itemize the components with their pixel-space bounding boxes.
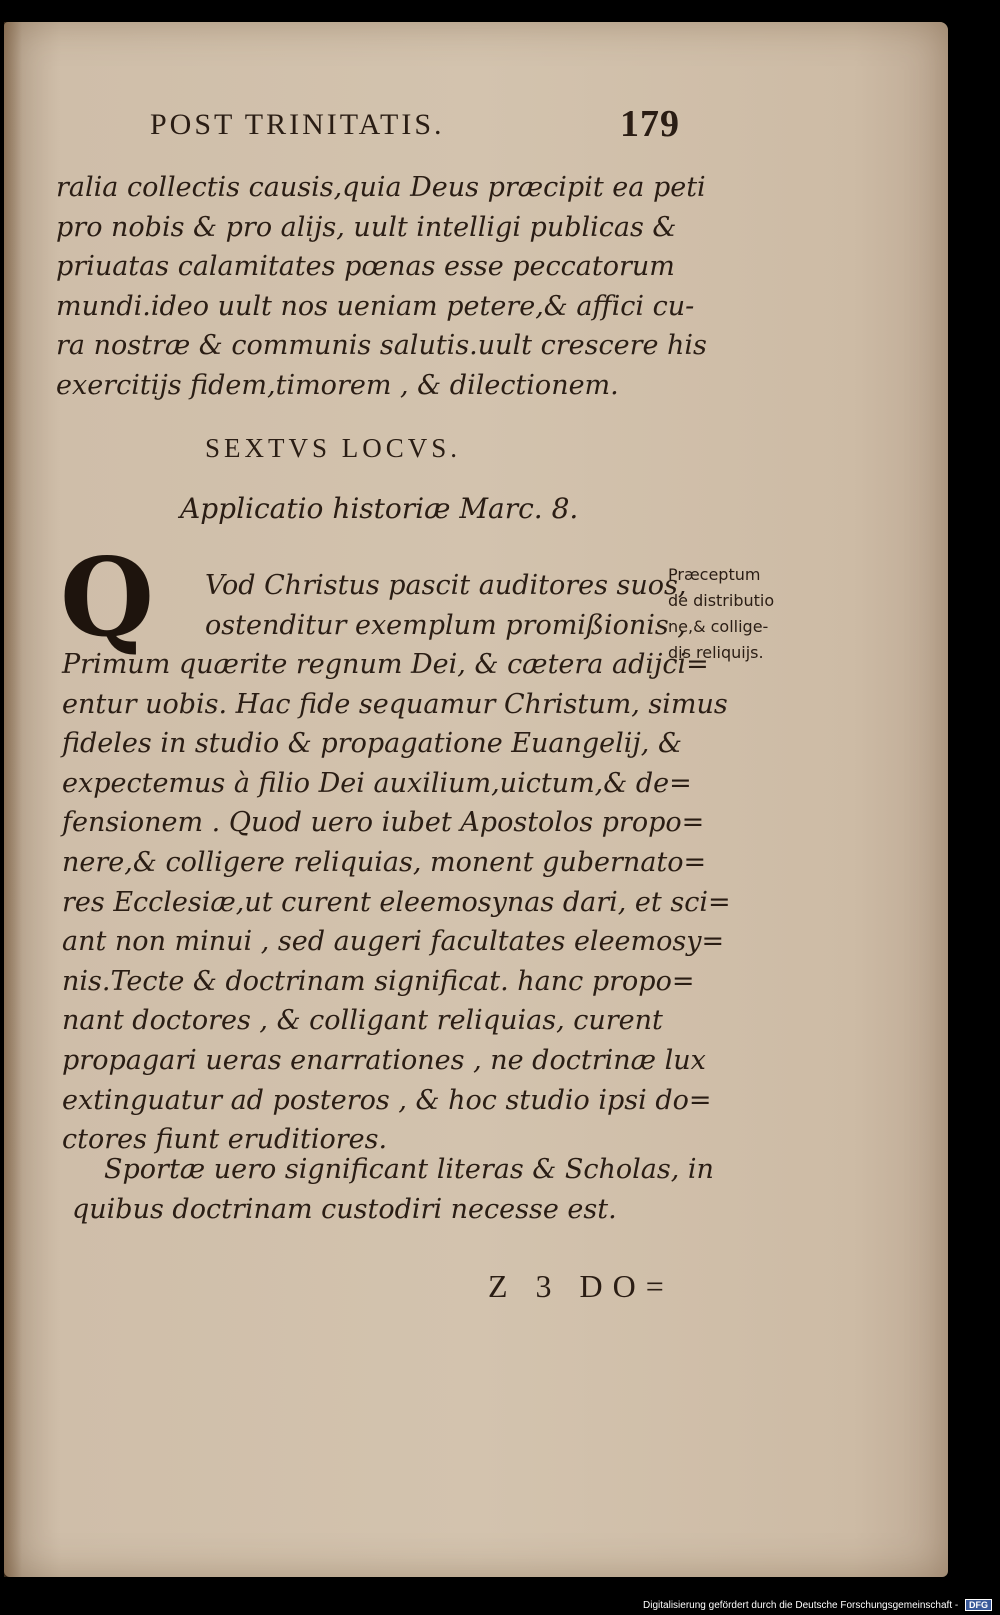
- text-line: exercitijs fidem,timorem , & dilectionem.: [56, 369, 619, 401]
- marginal-note-line: ne,& collige-: [668, 617, 769, 636]
- marginal-note-line: dis reliquijs.: [668, 643, 764, 662]
- page-number: 179: [620, 103, 680, 145]
- text-line: ra nostræ & communis salutis.uult crescere his: [56, 330, 707, 362]
- dfg-logo: DFG: [965, 1599, 992, 1611]
- text-line: nant doctores , & colligant reliquias, curent: [62, 1005, 663, 1037]
- signature-catchword: Z 3 DO=: [488, 1268, 674, 1304]
- marginal-note-line: Præceptum: [668, 565, 761, 584]
- paragraph-3-line-1: [104, 1150, 714, 1190]
- text-line: propagari ueras enarrationes , ne doctrinæ lux: [62, 1044, 706, 1076]
- section-title: SEXTVS LOCVS.: [205, 433, 462, 463]
- paragraph-1: [56, 168, 707, 406]
- text-line: Vod Christus pascit auditores suos,: [205, 570, 687, 601]
- text-line: res Ecclesiæ,ut curent eleemosynas dari, et sci=: [62, 886, 731, 918]
- text-line: ostenditur exemplum promißionis ,: [205, 609, 686, 641]
- text-line: Primum quærite regnum Dei, & cætera adijci=: [62, 649, 709, 680]
- text-line: Sportæ uero significant literas & Scholas, in: [104, 1154, 714, 1185]
- text-line: priuatas calamitates pœnas esse peccatorum: [56, 251, 675, 283]
- page-gutter-shadow: [4, 22, 22, 1577]
- running-title: POST TRINITATIS.: [150, 108, 445, 141]
- text-line: mundi.ideo uult nos ueniam petere,& affici cu-: [56, 290, 695, 322]
- text-line: nis.Tecte & doctrinam significat. hanc propo=: [62, 965, 695, 997]
- text-line: fideles in studio & propagatione Euangelij, &: [62, 728, 682, 760]
- text-line: pro nobis & pro alijs, uult intelligi publicas &: [56, 211, 677, 243]
- credit-text: Digitalisierung gefördert durch die Deutsche Forschungsgemeinschaft -: [643, 1600, 959, 1611]
- marginal-note-line: de distributio: [668, 591, 775, 610]
- text-line: nere,& colligere reliquias, monent gubernato=: [62, 846, 707, 878]
- text-line: extinguatur ad posteros , & hoc studio ipsi do=: [62, 1084, 712, 1116]
- digitization-credit: [643, 1599, 992, 1611]
- text-line: ralia collectis causis,quia Deus præcipit ea peti: [56, 172, 706, 203]
- paragraph-3-line-2: quibus doctrinam custodiri necesse est.: [72, 1194, 617, 1225]
- text-line: ant non minui , sed augeri facultates eleemosy=: [62, 926, 725, 958]
- paragraph-2-opening: [205, 566, 687, 645]
- text-line: expectemus à filio Dei auxilium,uictum,& de=: [62, 767, 692, 799]
- marginal-note: [668, 562, 818, 666]
- text-line: fensionem . Quod uero iubet Apostolos propo=: [62, 807, 705, 839]
- section-subtitle: Applicatio historiæ Marc. 8.: [180, 492, 579, 525]
- text-line: ctores fiunt eruditiores.: [62, 1124, 388, 1156]
- text-line: entur uobis. Hac fide sequamur Christum, simus: [62, 688, 728, 720]
- drop-capital: Q: [60, 535, 155, 661]
